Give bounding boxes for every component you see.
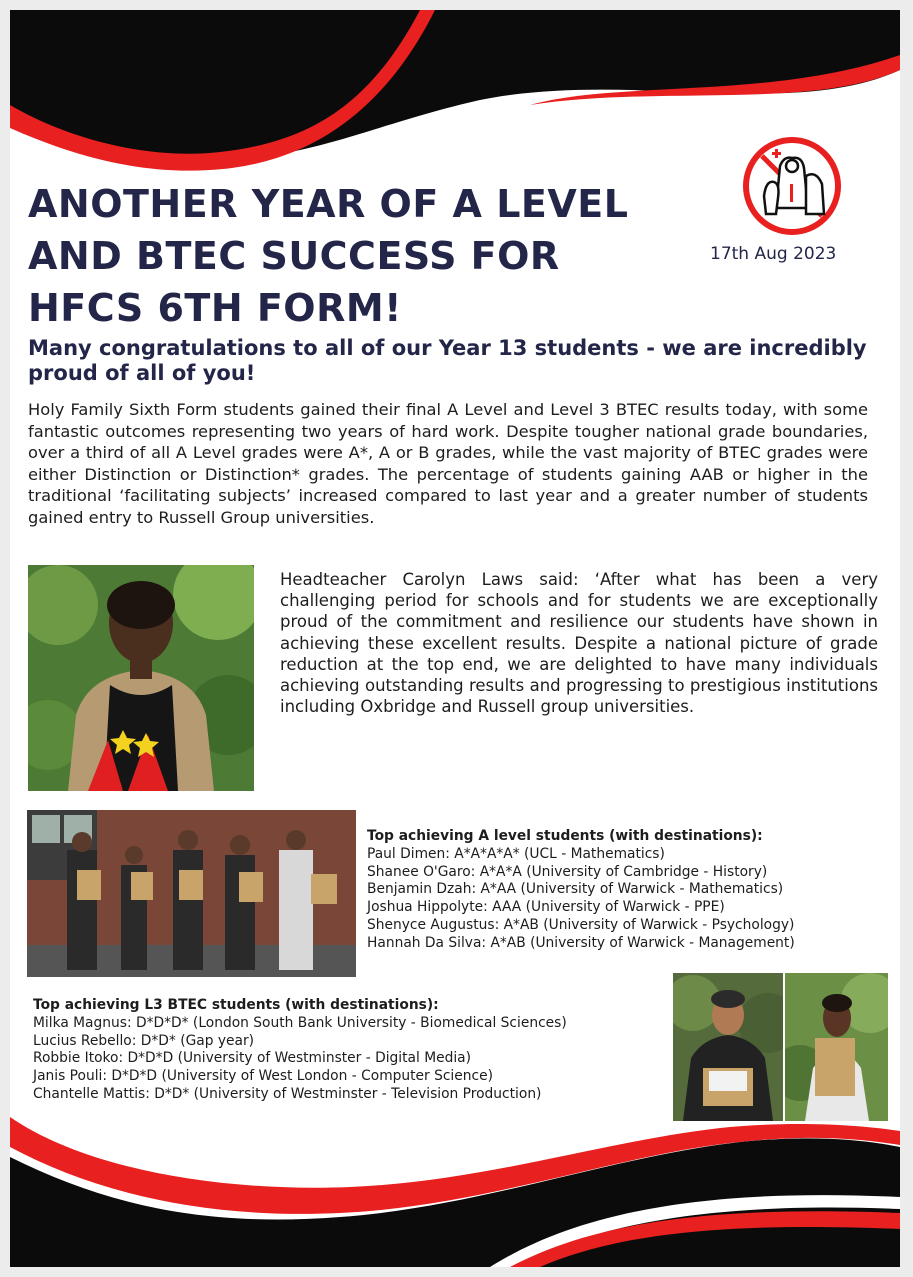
btec-student-photo-right (785, 973, 888, 1121)
school-logo-icon (742, 136, 842, 236)
list-item: Hannah Da Silva: A*AB (University of Warwick - Management) (367, 934, 795, 951)
list-item: Shenyce Augustus: A*AB (University of Warwick - Psychology) (367, 916, 795, 933)
group-students-photo (27, 810, 356, 977)
newsletter-sheet (10, 10, 900, 1267)
list-item: Chantelle Mattis: D*D* (University of Westminster - Television Production) (33, 1085, 542, 1102)
btec-heading: Top achieving L3 BTEC students (with destinations): (33, 997, 439, 1013)
list-item: Shanee O'Garo: A*A*A (University of Cambridge - History) (367, 863, 768, 880)
list-item: Milka Magnus: D*D*D* (London South Bank University - Biomedical Sciences) (33, 1014, 567, 1031)
list-item: Paul Dimen: A*A*A*A* (UCL - Mathematics) (367, 845, 665, 862)
headteacher-quote: Headteacher Carolyn Laws said: ‘After what has been a very challenging period for schools and for students we are exceptionally proud of the commitment and resilience our students have shown in achieving these excellent results. Despite a national picture of grade reduction at the top end, we are delighted to have many individuals achieving outstanding results and progressing to prestigious institutions including Oxbridge and Russell group universities. (280, 570, 878, 717)
list-item: Robbie Itoko: D*D*D (University of Westminster - Digital Media) (33, 1050, 472, 1067)
a-level-heading: Top achieving A level students (with destinations): (367, 828, 763, 844)
btec-list (33, 1015, 683, 1104)
list-item: Lucius Rebello: D*D* (Gap year) (33, 1032, 255, 1049)
publish-date: 17th Aug 2023 (710, 244, 837, 264)
student-portrait-photo (28, 565, 254, 791)
list-item: Benjamin Dzah: A*AA (University of Warwick - Mathematics) (367, 881, 784, 898)
a-level-list (367, 846, 897, 953)
bottom-wave-decoration (10, 1117, 900, 1267)
page-title: ANOTHER YEAR OF A LEVEL AND BTEC SUCCESS FOR HFCS 6TH FORM! (28, 182, 629, 330)
btec-results (33, 997, 683, 1104)
list-item: Joshua Hippolyte: AAA (University of Warwick - PPE) (367, 899, 725, 916)
list-item: Janis Pouli: D*D*D (University of West London - Computer Science) (33, 1068, 493, 1085)
btec-student-photo-left (673, 973, 783, 1121)
intro-paragraph: Holy Family Sixth Form students gained their final A Level and Level 3 BTEC results today, with some fantastic outcomes representing two years of hard work. Despite tougher national grade boundaries, over a third of all A Level grades were A*, A or B grades, while the vast majority of BTEC grades were either Distinction or Distinction* grades. The percentage of students gaining AAB or higher in the traditional ‘facilitating subjects’ increased compared to last year and a greater number of students gained entry to Russell Group universities. (28, 400, 868, 527)
a-level-results (367, 828, 897, 953)
subheading: Many congratulations to all of our Year 13 students - we are incredibly proud of all of you! (28, 336, 867, 385)
